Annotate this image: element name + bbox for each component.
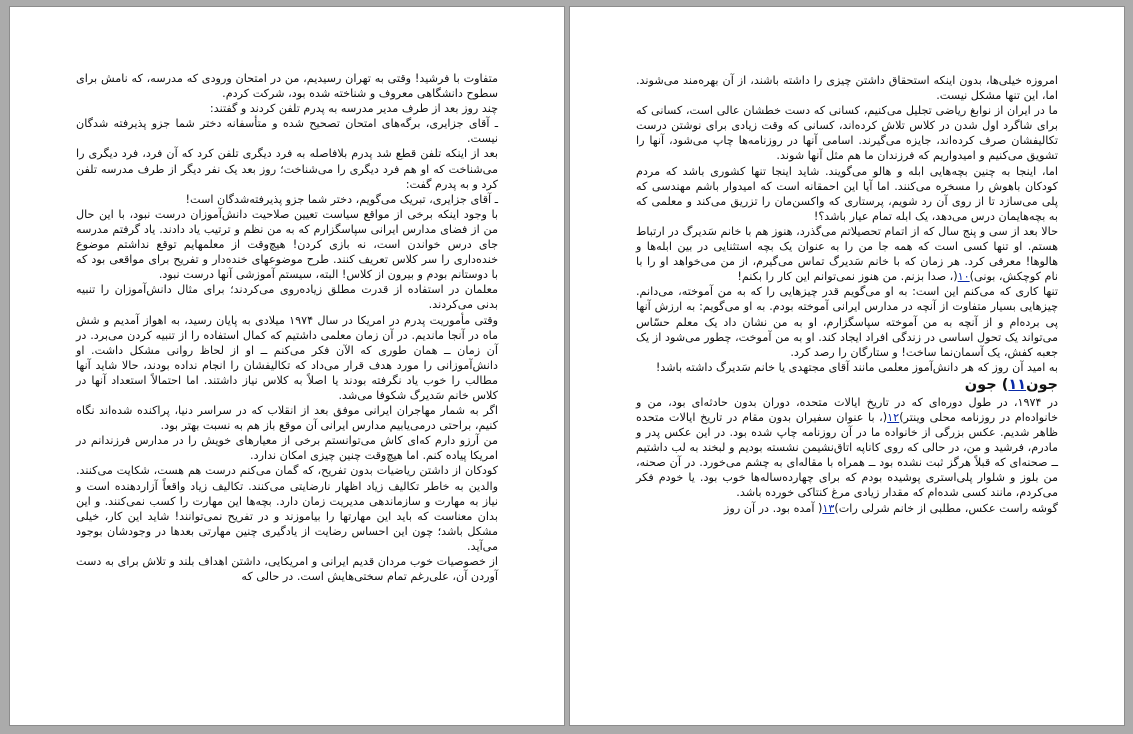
paragraph: من آرزو دارم که‌ای کاش می‌توانستم برخی از معیارهای خویش را در مدارس فرزندانم در امریکا پیاده کنم. اما هیچ‌وقت چنین چیزی امکان ندارد. [76, 434, 498, 463]
paragraph: ـ آقای جزایری، برگه‌های امتحان تصحیح شده و متأسفانه دختر شما جزو پذیرفته شدگان نیست. [76, 117, 498, 146]
heading-text: جون [1026, 376, 1058, 393]
paragraph: تنها کاری که می‌کنم این است: به او می‌گویم قدر چیزهایی را که به من آموخته، می‌دانم. چیزهایی بسیار متفاوت از آنچه در مدارس ایرانی آموخته بودم. به او می‌گویم: به ارزش آنها پی برده‌ام و از آنچه به من آموخته سپاسگزارم، او به من نشان داد یک معلم حسّاس می‌تواند یک تحول اساسی در زندگی افراد ایجاد کند. او به من آموخت، چطور می‌شود از یک جعبه کفش، یک آسمان‌نما ساخت! و ستارگان را رصد کرد. [636, 285, 1058, 359]
section-heading [636, 375, 1058, 395]
paragraph: اما، اینجا به چنین بچه‌هایی ابله و هالو می‌گویند. شاید اینجا تنها کشوری باشد که مردم کودکان باهوش را مسخره می‌کنند. اما آیا این احمقانه است که امیدوار باشم مهندسی که پلی می‌سازد تا از روی آن رد شویم، پرستاری که واکسن‌مان را تزریق می‌کند و معلمی که به بچه‌هایمان درس می‌دهد، یک ابله تمام عیار باشد؟! [636, 164, 1058, 223]
paragraph [636, 501, 1058, 516]
paragraph [636, 224, 1058, 284]
paragraph-text: ( آمده بود. در آن روز [724, 501, 823, 515]
footnote-link[interactable]: ۱۳ [822, 501, 835, 515]
heading-text: ) جون [964, 376, 1009, 393]
paragraph: ـ آقای جزایری، تبریک می‌گویم، دختر شما جزو پذیرفته‌شدگان است! [185, 192, 498, 206]
paragraph-text: (، با عنوان سفیران بدون مقام در تاریخ ایالات متحده ظاهر شدیم. عکس بزرگی از خانواده ما در آن روزنامه چاپ شده بود. در این عکس پدر و مادرم، فرشید و من، در حالی که روی کاناپه اتاق‌نشیمن نشسته بودیم و لبخند به لب داشتیم ــ صحنه‌ای که قبلاً هرگز ثبت نشده بود ــ همراه با مقاله‌ای به چشم می‌خورد. در آن صحنه، من بلوز و شلوار پلی‌استری پوشیده بودم که برای چهارده‌ساله‌ها خوب بود. یا خودم فکر می‌کردم، مانند کسی شده‌ام که مقدار زیادی مرغ کنتاکی خورده باشد. [636, 410, 1058, 500]
paragraph: امروزه خیلی‌ها، بدون اینکه استحقاق داشتن چیزی را داشته باشند، از آن بهره‌مند می‌شوند. اما، این تنها مشکل نیست. [636, 74, 1058, 103]
footnote-link[interactable]: ۱۱ [1008, 376, 1027, 393]
paragraph: بعد از اینکه تلفن قطع شد پدرم بلافاصله به فرد دیگری تلفن کرد که آن فرد، فرد دیگری را می‌شناخت که او هم فرد دیگری را می‌شناخت؛ روز بعد یک نفر دیگر از طرف مدرسه تلفن کرد و به پدرم گفت: [76, 147, 498, 191]
paragraph-text: گوشه راست عکس، مطلبی از خانم شرلی رات) [834, 501, 1058, 515]
page-text-left [76, 71, 498, 584]
paragraph-text: (، صدا بزنم. من هنوز نمی‌توانم این کار را بکنم! [737, 270, 958, 284]
paragraph: از خصوصیات خوب مردان قدیم ایرانی و امریکایی، داشتن اهداف بلند و تلاش برای به دست آوردن آن، علی‌رغم تمام سختی‌هایش است. در حالی که [76, 555, 498, 584]
footnote-link[interactable]: ۱۰ [957, 270, 970, 284]
page-text-right [636, 73, 1058, 516]
paragraph: کودکان از داشتن ریاضیات بدون تفریح، که گمان می‌کنم درست هم هست، شکایت می‌کنند. والدین به خاطر تکالیف زیاد اظهار نارضایتی می‌کنند. تکالیف زیاد واقعاً آزاردهنده است و نیاز به مهارت و سازماندهی مدیریت زمان دارد. بچه‌ها این مهارت را کسب نمی‌کنند. و این بدان معناست که باید این مهارتها را بیاموزند و در تفریح نمی‌توانند! شاید این کار، خیلی مشکل باشد؛ چون این احساس رضایت از یادگیری چنین مهارتی بعدها در وجودشان بوجود می‌آید. [76, 464, 498, 553]
paragraph [636, 395, 1058, 501]
document-page-right [569, 6, 1125, 726]
paragraph: به امید آن روز که هر دانش‌آموز معلمی مانند آقای مجتهدی یا خانم سَدیرگ داشته باشد! [655, 360, 1058, 374]
paragraph: وقتی مأموریت پدرم در امریکا در سال ۱۹۷۴ میلادی به پایان رسید، به اهواز آمدیم و شش ماه در آنجا ماندیم. در آن زمان معلمی داشتیم که کمال استفاده را از تنبیه کردن می‌برد. در آن زمان ــ همان طوری که الآن فکر می‌کنم ــ او از لحاظ روانی مشکل داشت. او دانش‌آموزانی را مورد هدف قرار می‌داد که تکالیفشان را انجام نداده بودند، حالا شاید آنها مطالب را خوب یاد نگرفته بودند یا اصلاً به کلاس نیاز داشتند. اما احتمالاً استعداد آنها در کلاس خانم سَدیرگ شکوفا می‌شد. [76, 313, 498, 402]
paragraph-text: در ۱۹۷۴، در طول دوره‌ای که در تاریخ ایالات متحده، دوران بدون حادثه‌ای بود، من و خانواده‌ام در روزنامه محلی وینتر) [636, 395, 1058, 424]
paragraph: اگر به شمار مهاجران ایرانی موفق بعد از انقلاب که در سراسر دنیا، پراکنده شده‌اند نگاه کنیم، براحتی درمی‌یابیم مدارس ایرانی آن موقع باز هم به نسبت بهتر بود. [76, 404, 498, 433]
paragraph: چند روز بعد از طرف مدیر مدرسه به پدرم تلفن کردند و گفتند: [209, 102, 498, 116]
paragraph-text: حالا بعد از سی و پنج سال که از اتمام تحصیلاتم می‌گذرد، هنوز هم با خانم سَدیرگ در ارتباط هستم. او تنها کسی است که همه جا من را به عنوان یک بچه استثنایی در بین ابله‌ها و هالوها! معرفی کرد. هر زمان که با خانم سَدیرگ تماس می‌گیرم، از من می‌خواهد او را با نام کوچکش، بونی) [636, 224, 1058, 284]
paragraph: متفاوت با فرشید! وقتی به تهران رسیدیم، من در امتحان ورودی که مدرسه، که نامش برای سطوح دانشگاهی معروف و شناخته شده بود، شرکت کردم. [76, 72, 498, 101]
paragraph: با وجود اینکه برخی از مواقع سیاست تعیین صلاحیت دانش‌آموزان درست نبود، با این حال من از فضای مدارس ایرانی سپاسگزارم که به من نظم و ترتیب یاد دادند. یاد گرفتم مدرسه جای درس خواندن است، نه بازی کردن! هیچ‌وقت از معلمهایم توقع نداشتم موضوع خنده‌داری را سر کلاس تعریف کنند. طرح موضوعهای خنده‌دار و تفریح برای مواقعی بود که با دوستانم بودم و بیرون از کلاس! البته، سیستم آموزشی آنها درست نبود. [76, 207, 498, 282]
footnote-link[interactable]: ۱۲ [887, 410, 900, 424]
document-page-left [9, 6, 565, 726]
paragraph: معلمان در استفاده از قدرت مطلق زیاده‌روی می‌کردند؛ برای مثال دانش‌آموزان را تنبیه بدنی می‌کردند. [76, 283, 498, 312]
paragraph: ما در ایران از نوابغ ریاضی تجلیل می‌کنیم، کسانی که دست خطشان عالی است، کسانی که برای شاگرد اول شدن در کلاس تلاش کرده‌اند، کسانی که وقت زیادی برای نوشتن درست تکالیفشان صرف کرده‌اند، جایزه می‌گیرند. اسامی آنها در روزنامه‌ها چاپ می‌شود، آنها را تشویق می‌کنیم و امیدواریم که فرزندان ما هم مثل آنها شوند. [636, 104, 1058, 163]
